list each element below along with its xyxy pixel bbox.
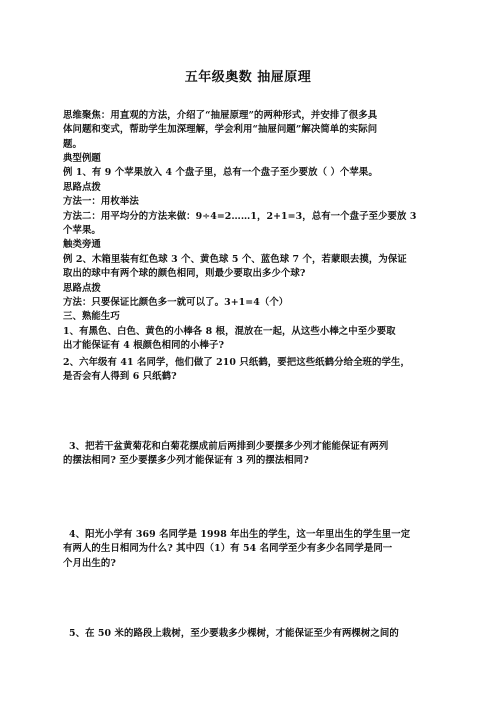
intro-line: 题。 xyxy=(63,138,82,150)
intro-line: 体问题和变式，帮助学生加深理解，学会利用“抽屉问题”解决简单的实际问 xyxy=(63,124,378,136)
question-4-block xyxy=(63,528,439,571)
question-1: 1、有黑色、白色、黄色的小棒各 8 根，混放在一起，从这些小棒之中至少要取 xyxy=(63,325,396,337)
question-3-block xyxy=(63,440,439,469)
hint-heading: 思路点拨 xyxy=(63,282,101,294)
page-title: 五年级奥数 抽屉原理 xyxy=(184,70,312,85)
question-4: 个月出生的? xyxy=(63,557,116,569)
question-2-block xyxy=(63,356,439,385)
question-3: 3、把若干盆黄菊花和白菊花摆成前后两排到少要摆多少列才能能保证有两列 xyxy=(69,441,389,452)
question-2: 是否会有人得到 6 只纸鹤? xyxy=(63,371,177,383)
question-3: 的摆法相同? 至少要摆多少列才能保证有 3 列的摆法相同? xyxy=(63,455,309,467)
intro-paragraph xyxy=(63,109,439,152)
example-2-text: 例 2、木箱里装有红色球 3 个、黄色球 5 个、蓝色球 7 个，若蒙眼去摸，为保证 xyxy=(63,253,407,265)
section-heading-variation: 触类旁通 xyxy=(63,239,101,251)
hint-line: 方法：只要保证比颜色多一就可以了。3+1=4（个） xyxy=(63,297,289,309)
question-4: 有两人的生日相同为什么? 其中四（1）有 54 名同学至少有多少名同学是同一 xyxy=(63,543,393,555)
example-2-text: 取出的球中有两个球的颜色相同，则最少要取出多少个球? xyxy=(63,268,306,280)
question-5-block xyxy=(63,627,439,641)
question-2: 2、六年级有 41 名同学，他们做了 210 只纸鹤，要把这些纸鹤分给全班的学生， xyxy=(63,357,410,368)
hint-heading: 思路点拨 xyxy=(63,181,101,193)
hint-line: 方法一：用枚举法 xyxy=(63,196,139,208)
question-1: 出才能保证有 4 根颜色相同的小棒子? xyxy=(63,340,225,352)
question-5: 5、在 50 米的路段上栽树，至少要栽多少棵树，才能保证至少有两棵树之间的 xyxy=(69,628,399,639)
section-heading-examples: 典型例题 xyxy=(63,153,101,164)
intro-line: 思维聚焦：用直观的方法，介绍了“抽屉原理”的两种形式，并安排了很多具 xyxy=(63,110,378,121)
examples-section xyxy=(63,152,439,354)
hint-line: 方法二：用平均分的方法来做：9÷4=2……1，2+1=3，总有一个盘子至少要放 3 xyxy=(63,210,417,222)
hint-line: 个苹果。 xyxy=(63,225,101,237)
section-heading-practice: 三、熟能生巧 xyxy=(63,311,120,323)
example-1-text: 例 1、有 9 个苹果放入 4 个盘子里，总有一个盘子至少要放（ ）个苹果。 xyxy=(63,167,378,179)
question-4: 4、阳光小学有 369 名同学是 1998 年出生的学生，这一年里出生的学生里一定 xyxy=(69,529,411,540)
